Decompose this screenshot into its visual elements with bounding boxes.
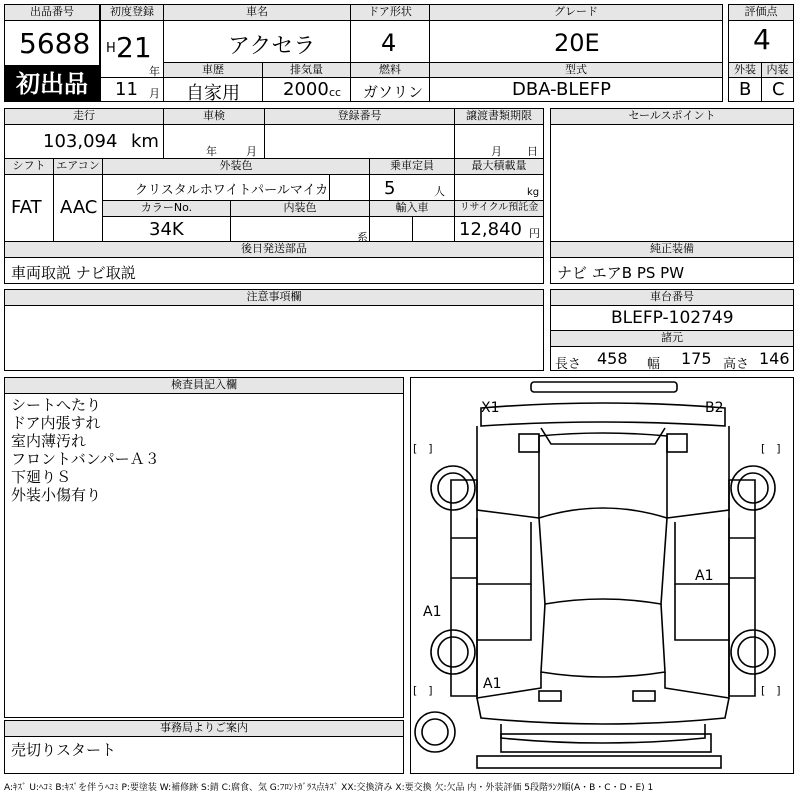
later-cell xyxy=(4,257,544,284)
damage-mark-b2: B2 xyxy=(705,400,724,416)
disp-value: 2000 xyxy=(283,79,329,100)
intcolor-unit: 系 xyxy=(357,231,368,242)
reg-month-cell xyxy=(100,77,164,102)
equip-value: ナビ エアB PS PW xyxy=(557,264,685,282)
reg-month-unit: 月 xyxy=(149,87,160,100)
disp-label: 排気量 xyxy=(262,62,351,78)
reg-month: 11 xyxy=(115,79,138,100)
first-listing-text: 初出品 xyxy=(16,70,88,98)
lot-number: 5688 xyxy=(19,27,91,60)
import-label: 輸入車 xyxy=(369,200,455,217)
bracket-mark: [ ] xyxy=(761,684,781,697)
dims-label: 諸元 xyxy=(550,330,794,347)
colorno-label: カラーNo. xyxy=(102,200,231,217)
intcolor-cell xyxy=(230,216,370,242)
intcolor-label: 内装色 xyxy=(230,200,370,217)
model-label: 型式 xyxy=(429,62,723,78)
regno-label: 登録番号 xyxy=(264,108,455,125)
seats-label: 乗車定員 xyxy=(369,158,455,175)
equip-cell xyxy=(550,257,794,284)
wid-label: 幅 xyxy=(647,357,661,371)
lot-number-cell xyxy=(4,20,100,66)
colorno-value: 34K xyxy=(149,219,184,240)
doors-cell xyxy=(350,20,430,63)
load-cell xyxy=(454,174,544,201)
color-value: クリスタルホワイトパールマイカ xyxy=(135,183,329,198)
load-label: 最大積載量 xyxy=(454,158,544,175)
inspector-note: 外装小傷有り xyxy=(11,486,102,504)
ac-value: AAC xyxy=(60,197,98,218)
damage-mark-a1-rear-left: A1 xyxy=(483,676,502,692)
ext-label: 外装 xyxy=(728,62,762,78)
disp-cell xyxy=(262,77,351,102)
inspect-cell xyxy=(163,124,265,159)
bracket-mark: [ ] xyxy=(413,684,433,697)
sales-label: セールスポイント xyxy=(550,108,794,125)
seats-cell xyxy=(369,174,455,201)
doors-value: 4 xyxy=(381,29,397,57)
office-cell xyxy=(4,736,404,774)
reg-year: 21 xyxy=(116,31,152,64)
color-cell xyxy=(102,174,330,201)
recycle-label: リサイクル預託金 xyxy=(454,200,544,217)
chassis-value: BLEFP-102749 xyxy=(611,308,734,328)
import-cell xyxy=(369,216,413,242)
color-label: 外装色 xyxy=(102,158,370,175)
mileage-cell xyxy=(4,124,164,159)
transfer-cell xyxy=(454,124,544,159)
int-cell xyxy=(761,77,794,102)
history-value: 自家用 xyxy=(186,83,240,102)
office-text: 売切りスタート xyxy=(11,741,117,759)
recycle-unit: 円 xyxy=(529,227,540,240)
inspector-label: 検査員記入欄 xyxy=(4,377,404,394)
ext-value: B xyxy=(739,79,752,100)
reg-era: H xyxy=(106,41,116,56)
chassis-cell xyxy=(550,305,794,331)
caution-label: 注意事項欄 xyxy=(4,289,544,306)
int-value: C xyxy=(772,79,785,100)
transfer-day-unit: 日 xyxy=(527,145,538,158)
inspector-note: 下廻りＳ xyxy=(11,468,72,486)
hgt-value: 146 xyxy=(759,349,790,368)
grade-value: 20E xyxy=(554,29,600,57)
damage-mark-x1: X1 xyxy=(481,400,500,416)
int-label: 内装 xyxy=(761,62,794,78)
grade-cell xyxy=(429,20,723,63)
transfer-month-unit: 月 xyxy=(491,145,502,158)
first-listing-badge xyxy=(4,66,100,102)
car-outline xyxy=(411,378,795,775)
mileage-value: 103,094 xyxy=(43,131,118,152)
model-value: DBA-BLEFP xyxy=(512,79,611,100)
inspect-year-unit: 年 xyxy=(206,145,217,158)
history-label: 車歴 xyxy=(163,62,263,78)
load-unit: kg xyxy=(527,187,540,198)
inspect-label: 車検 xyxy=(163,108,265,125)
len-label: 長さ xyxy=(555,357,582,371)
sales-cell xyxy=(550,124,794,242)
recycle-cell xyxy=(454,216,544,242)
chassis-label: 車台番号 xyxy=(550,289,794,306)
damage-mark-a1-right-door: A1 xyxy=(695,568,714,584)
fuel-cell xyxy=(350,77,430,102)
ac-label: エアコン xyxy=(53,158,103,175)
reg-label: 初度登録 xyxy=(100,4,164,21)
bracket-mark: [ ] xyxy=(413,442,433,455)
seats-value: 5 xyxy=(384,178,396,199)
fuel-value: ガソリン xyxy=(363,83,424,101)
name-label: 車名 xyxy=(163,4,351,21)
inspector-notes xyxy=(4,393,404,718)
transfer-label: 譲渡書類期限 xyxy=(454,108,544,125)
wid-value: 175 xyxy=(681,349,712,368)
history-cell xyxy=(163,77,263,102)
disp-unit: cc xyxy=(329,86,342,99)
shift-label: シフト xyxy=(4,158,54,175)
ac-cell xyxy=(53,174,103,242)
inspect-month-unit: 月 xyxy=(246,145,257,158)
shift-value: FAT xyxy=(11,197,42,218)
seats-unit: 人 xyxy=(434,185,445,198)
inspector-note: シートへたり xyxy=(11,396,102,414)
import-cell-2 xyxy=(412,216,455,242)
colorno-cell xyxy=(102,216,231,242)
reg-cell xyxy=(100,20,164,78)
legend-text: A:ｷｽﾞ U:ﾍｺﾐ B:ｷｽﾞを伴うﾍｺﾐ P:要塗装 W:補修跡 S:錆 C:腐食、気 G:ﾌﾛﾝﾄｶﾞﾗｽ点ｷｽﾞ XX:交換済み X:要交換 欠:欠品 内・外装評価 5段階ﾗﾝｸ順(A・B・C・D・E) 1 xyxy=(4,783,654,793)
lot-label: 出品番号 xyxy=(4,4,100,21)
mileage-unit: km xyxy=(131,131,159,152)
later-value: 車両取説 ナビ取説 xyxy=(11,264,136,282)
inspector-note: 室内薄汚れ xyxy=(11,432,87,450)
office-label: 事務局よりご案内 xyxy=(4,720,404,737)
score-cell xyxy=(728,20,794,63)
grade-label: グレード xyxy=(429,4,723,21)
ext-cell xyxy=(728,77,762,102)
recycle-value: 12,840 xyxy=(459,219,522,240)
car-name: アクセラ xyxy=(228,34,316,59)
len-value: 458 xyxy=(597,349,628,368)
name-cell xyxy=(163,20,351,63)
hgt-label: 高さ xyxy=(723,357,750,371)
inspector-note: フロントバンパーＡ３ xyxy=(11,450,160,468)
mileage-label: 走行 xyxy=(4,108,164,125)
score-label: 評価点 xyxy=(728,4,794,21)
score-value: 4 xyxy=(753,23,771,56)
shift-cell xyxy=(4,174,54,242)
reg-year-unit: 年 xyxy=(149,65,160,78)
doors-label: ドア形状 xyxy=(350,4,430,21)
equip-label: 純正装備 xyxy=(550,241,794,258)
model-cell xyxy=(429,77,723,102)
damage-mark-a1-left-side: A1 xyxy=(423,604,442,620)
regno-cell xyxy=(264,124,455,159)
fuel-label: 燃料 xyxy=(350,62,430,78)
bracket-mark: [ ] xyxy=(761,442,781,455)
dims-cell xyxy=(550,346,794,371)
caution-cell xyxy=(4,305,544,371)
car-diagram xyxy=(410,377,794,774)
inspector-note: ドア内張すれ xyxy=(11,414,101,432)
color-extra-cell xyxy=(329,174,370,201)
later-label: 後日発送部品 xyxy=(4,241,544,258)
